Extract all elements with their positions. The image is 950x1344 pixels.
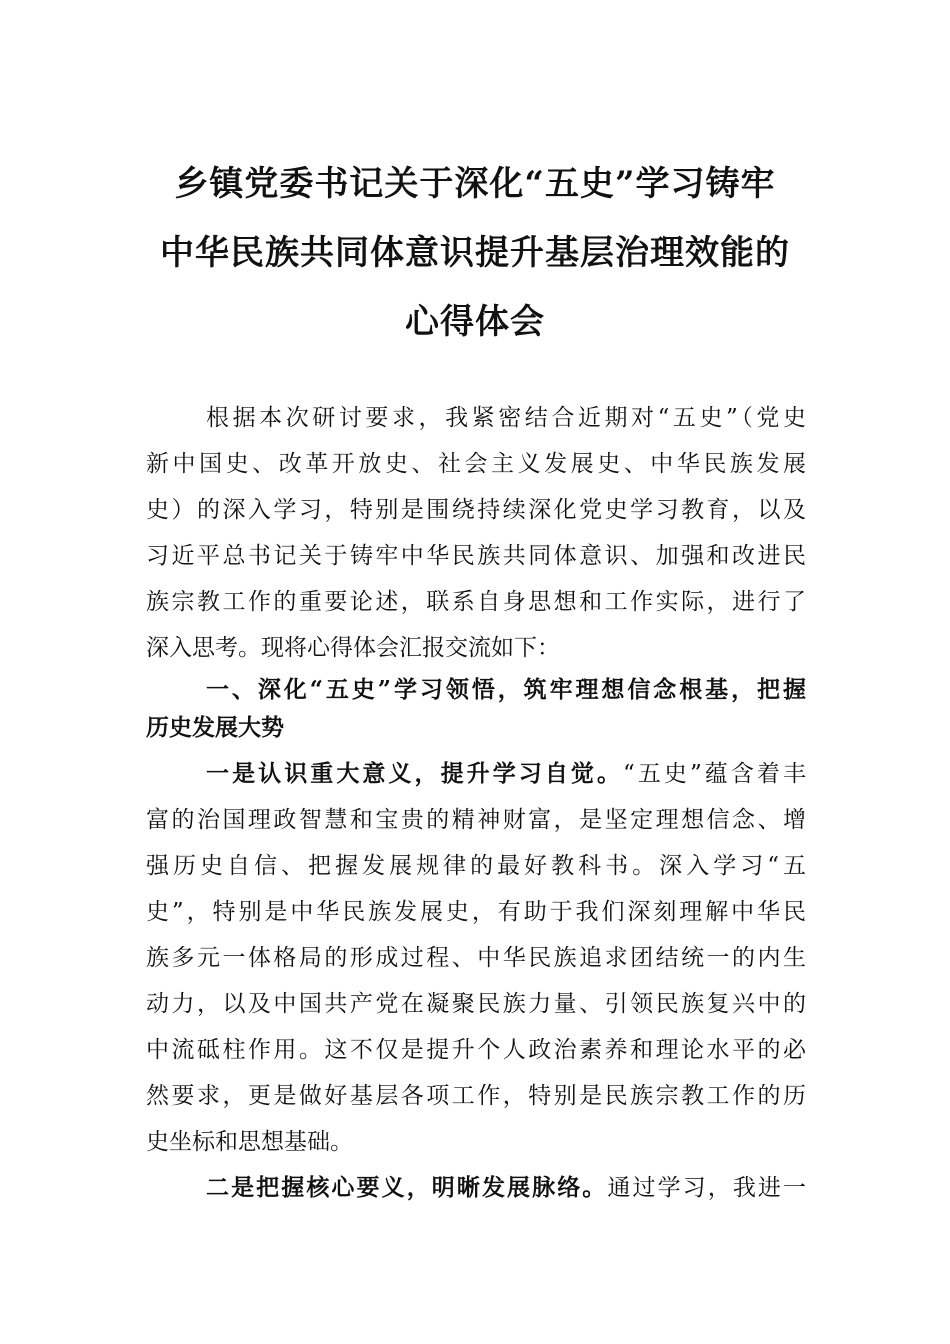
text-line: 深入思考。现将心得体会汇报交流如下： [146,635,560,661]
document-body [146,395,806,1211]
text-line: 史”，特别是中华民族发展史，有助于我们深刻理解中华民 [146,899,806,925]
text-line: 新中国史、改革开放史、社会主义发展史、中华民族发展 [146,451,806,477]
heading-line: 历史发展大势 [146,714,284,741]
text-line: 史坐标和思想基础。 [146,1129,353,1155]
text-span: “五史”蕴含着丰 [623,761,806,787]
bold-lead: 二是把握核心要义，明晰发展脉络。 [206,1174,608,1201]
text-line: 习近平总书记关于铸牢中华民族共同体意识、加强和改进民 [146,543,806,569]
text-line: 富的治国理政智慧和宝贵的精神财富，是坚定理想信念、增 [146,807,806,833]
bold-lead: 一是认识重大意义，提升学习自觉。 [206,760,624,787]
heading-line: 一、深化“五史”学习领悟，筑牢理想信念根基，把握 [206,676,806,703]
text-line: 根据本次研讨要求，我紧密结合近期对“五史”（党史 [206,405,806,431]
text-span: 通过学习，我进一 [607,1175,807,1201]
paragraph-2 [146,1165,806,1211]
text-line: 动力，以及中国共产党在凝聚民族力量、引领民族复兴中的 [146,991,806,1017]
text-line: 中流砥柱作用。这不仅是提升个人政治素养和理论水平的必 [146,1037,806,1063]
text-line: 族多元一体格局的形成过程、中华民族追求团结统一的内生 [146,945,806,971]
paragraph-1 [146,751,806,1165]
text-line: 然要求，更是做好基层各项工作，特别是民族宗教工作的历 [146,1083,806,1109]
text-line [146,751,806,797]
document-title [140,150,810,357]
text-line: 强历史自信、把握发展规律的最好教科书。深入学习“五 [146,853,806,879]
text-line: 史）的深入学习，特别是围绕持续深化党史学习教育，以及 [146,497,806,523]
title-line-2: 中华民族共同体意识提升基层治理效能的 [160,233,790,273]
intro-paragraph [146,395,806,671]
title-line-1: 乡镇党委书记关于深化“五史”学习铸牢 [174,164,776,204]
title-line-3: 心得体会 [405,302,545,342]
section-heading-1 [146,671,806,747]
text-line: 族宗教工作的重要论述，联系自身思想和工作实际，进行了 [146,589,806,615]
text-line [146,1165,806,1211]
